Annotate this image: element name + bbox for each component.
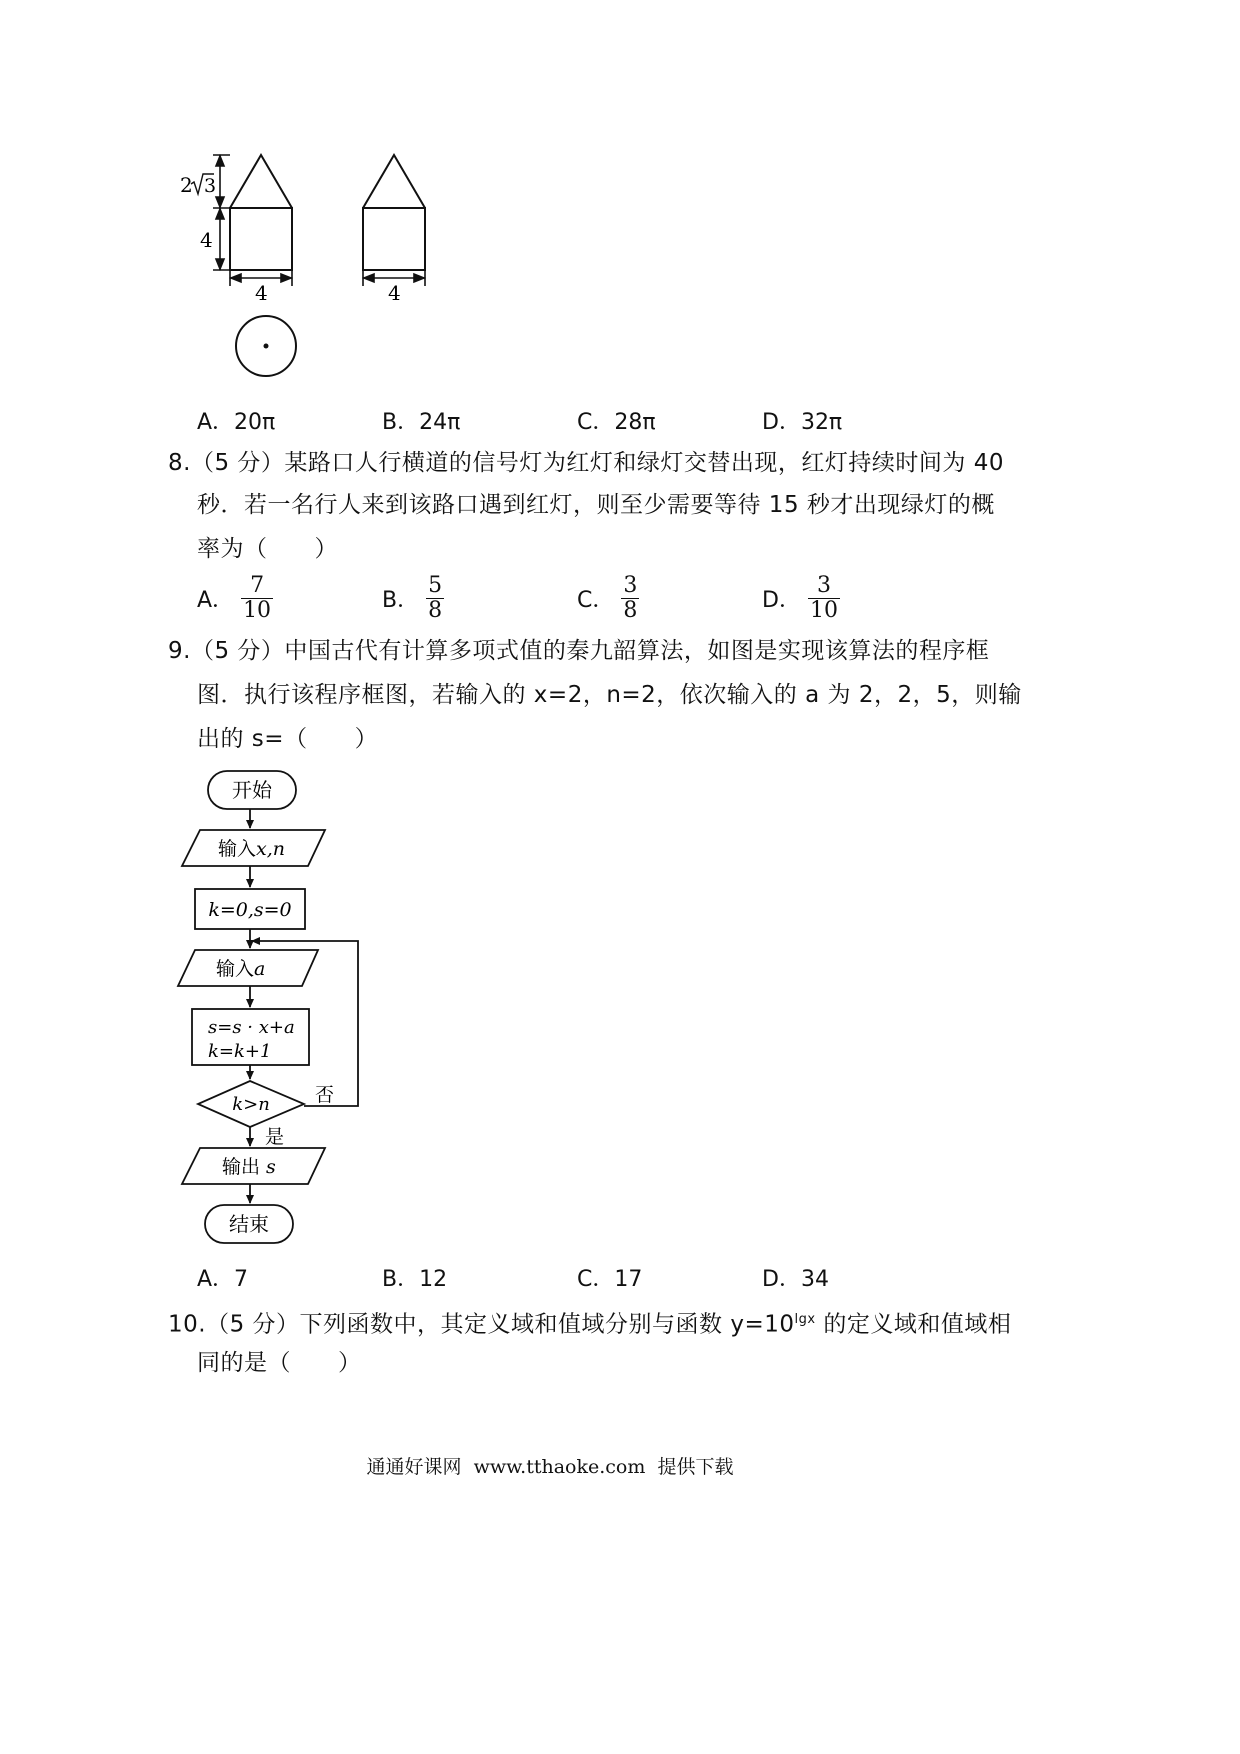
- q8-option-b-fraction: [426, 574, 444, 623]
- q9-option-d[interactable]: D．34: [762, 1267, 829, 1292]
- q8-line-1: 8.（5 分）某路口人行横道的信号灯为红灯和绿灯交替出现，红灯持续时间为 40: [168, 450, 1004, 476]
- q8-option-a-fraction: [241, 574, 273, 623]
- q8-line-2: 秒．若一名行人来到该路口遇到红灯，则至少需要等待 15 秒才出现绿灯的概: [197, 492, 995, 518]
- three-view-figure: [180, 150, 500, 440]
- q8-option-d[interactable]: [762, 574, 840, 623]
- height-dimension: [213, 155, 230, 270]
- flow-init-label: k=0,s=0: [208, 899, 292, 921]
- denominator: 10: [243, 598, 272, 623]
- flow-update-line-2: k=k+1: [208, 1041, 272, 1062]
- label-2sqrt3: 2: [180, 173, 193, 197]
- q9-line-3: 出的 s=（ ）: [197, 726, 379, 752]
- q7-option-d[interactable]: D．32π: [762, 410, 843, 435]
- flow-input-a-var: a: [254, 958, 266, 980]
- q7-option-a[interactable]: A．20π: [197, 410, 276, 435]
- numerator: 5: [428, 573, 443, 598]
- q8-option-c[interactable]: [577, 574, 639, 623]
- q9-line-2: 图．执行该程序框图，若输入的 x=2，n=2，依次输入的 a 为 2，2，5，则输: [197, 682, 1022, 708]
- label-4-side: 4: [200, 228, 213, 252]
- q7-option-c[interactable]: C．28π: [577, 410, 656, 435]
- flow-no-label: 否: [315, 1084, 335, 1106]
- numerator: 3: [808, 574, 840, 599]
- denominator: 8: [428, 598, 443, 623]
- q10-line-2: 同的是（ ）: [197, 1350, 362, 1376]
- q8-option-b-label: B．: [382, 588, 420, 613]
- flow-output-prefix: 输出: [222, 1156, 261, 1178]
- q9-option-c[interactable]: C．17: [577, 1267, 643, 1292]
- q10-line-1-suffix: 的定义域和值域相: [823, 1311, 1012, 1338]
- flow-input-xn-prefix: 输入: [218, 838, 257, 860]
- label-4-bottom-left: 4: [255, 281, 268, 305]
- flow-input-a-label: [216, 958, 265, 980]
- q8-option-b[interactable]: [382, 574, 444, 623]
- numerator: 3: [623, 573, 638, 598]
- denominator: 8: [623, 598, 638, 623]
- label-4-bottom-right: 4: [388, 281, 401, 305]
- q8-option-a-label: A．: [197, 588, 235, 613]
- q10-exponent: lgx: [794, 1312, 816, 1327]
- flow-output-label: [222, 1156, 276, 1178]
- q9-option-a[interactable]: A．7: [197, 1267, 249, 1292]
- flow-input-xn-vars: x,n: [256, 838, 286, 860]
- q8-option-a[interactable]: [197, 574, 273, 623]
- flow-yes-label: 是: [265, 1126, 285, 1148]
- q8-option-d-fraction: [808, 574, 840, 623]
- flow-input-a-prefix: 输入: [216, 958, 255, 980]
- flow-output-var: s: [266, 1156, 276, 1178]
- flow-end-label: 结束: [229, 1212, 269, 1236]
- flow-update-line-1: s=s · x+a: [208, 1017, 295, 1038]
- flowchart: [170, 765, 390, 1255]
- flow-condition-label: k>n: [232, 1094, 270, 1115]
- flow-input-xn-label: [218, 838, 285, 860]
- flow-start-label: 开始: [232, 778, 272, 802]
- numerator: 7: [241, 574, 273, 599]
- front-view: [230, 155, 292, 270]
- q8-option-c-label: C．: [577, 588, 615, 613]
- footer-credit: 通通好课网 www.tthaoke.com 提供下载: [366, 1456, 734, 1478]
- q9-line-1: 9.（5 分）中国古代有计算多项式值的秦九韶算法，如图是实现该算法的程序框: [168, 638, 990, 664]
- label-sqrt3-radicand: 3: [204, 175, 217, 197]
- q7-option-b[interactable]: B．24π: [382, 410, 461, 435]
- q8-option-d-label: D．: [762, 588, 801, 613]
- q9-option-b[interactable]: B．12: [382, 1267, 448, 1292]
- denominator: 10: [809, 598, 838, 623]
- side-view: [363, 155, 425, 270]
- top-view: [236, 316, 296, 376]
- q8-option-c-fraction: [621, 574, 639, 623]
- q8-line-3: 率为（ ）: [197, 536, 338, 562]
- q10-line-1-prefix: 10.（5 分）下列函数中，其定义域和值域分别与函数 y=10: [168, 1311, 795, 1338]
